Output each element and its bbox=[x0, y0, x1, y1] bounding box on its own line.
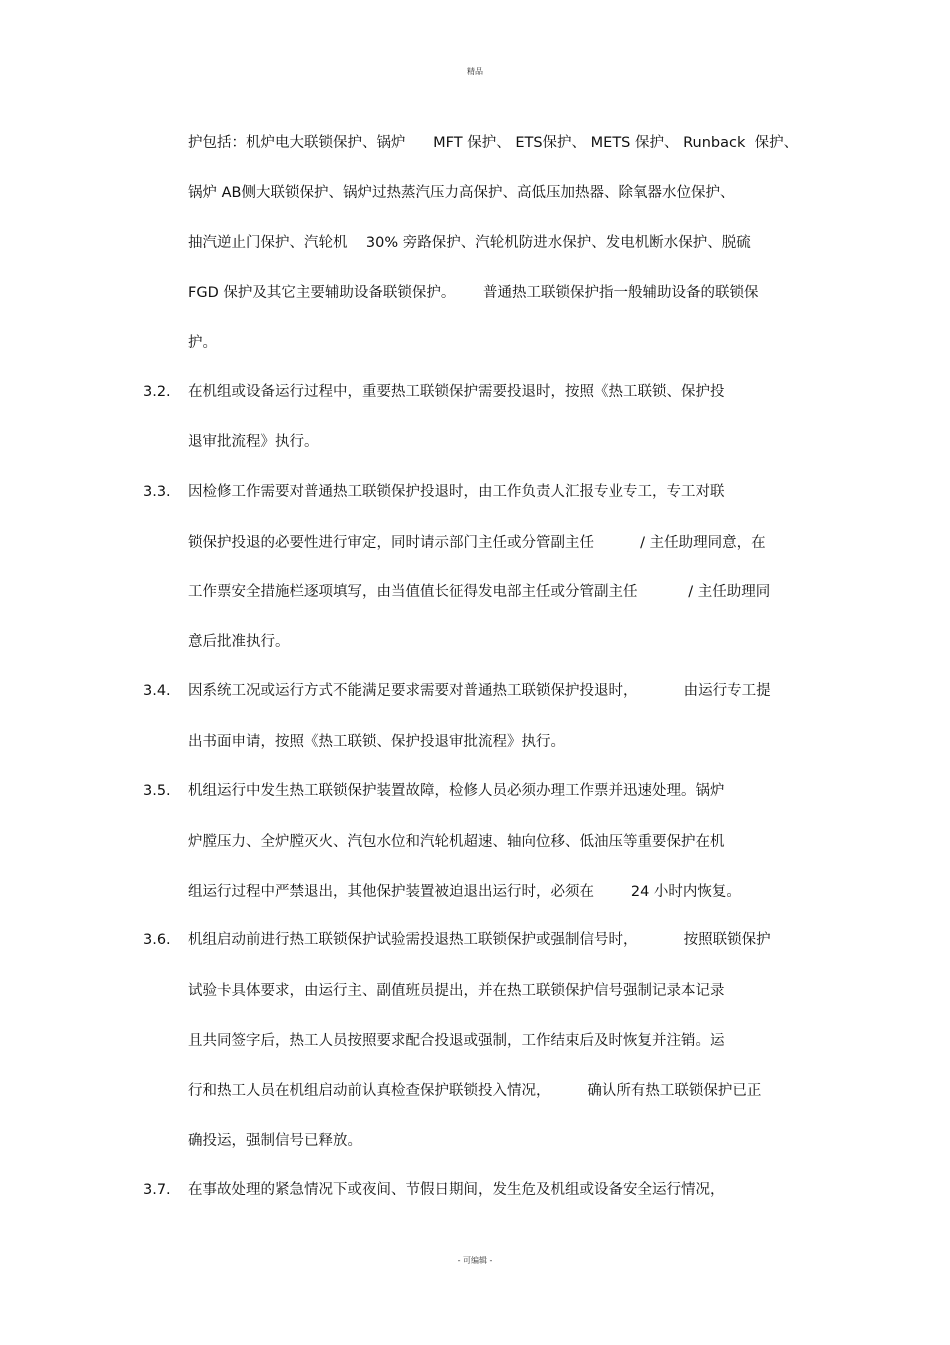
text-line: 出书面申请，按照《热工联锁、保护投退审批流程》执行。 bbox=[188, 734, 565, 750]
text-line: 锁保护投退的必要性进行审定，同时请示部门主任或分管副主任 / 主任助理同意，在 bbox=[188, 535, 766, 551]
page-header: 精品 bbox=[467, 67, 483, 76]
clause-number: 3.5. bbox=[143, 783, 171, 799]
text-line: 退审批流程》执行。 bbox=[188, 434, 319, 450]
clause-number: 3.6. bbox=[143, 932, 171, 948]
text-line: 在机组或设备运行过程中，重要热工联锁保护需要投退时，按照《热工联锁、保护投 bbox=[188, 384, 725, 400]
page-footer: - 可编辑 - bbox=[457, 1256, 493, 1265]
text-line: 意后批准执行。 bbox=[188, 634, 290, 650]
text-line: 因系统工况或运行方式不能满足要求需要对普通热工联锁保护投退时， 由运行专工提 bbox=[188, 683, 771, 699]
text-line: FGD 保护及其它主要辅助设备联锁保护。 普通热工联锁保护指一般辅助设备的联锁保 bbox=[188, 285, 759, 301]
text-line: 护。 bbox=[188, 335, 217, 351]
text-line: 行和热工人员在机组启动前认真检查保护联锁投入情况， 确认所有热工联锁保护已正 bbox=[188, 1083, 762, 1099]
text-line: 炉膛压力、全炉膛灭火、汽包水位和汽轮机超速、轴向位移、低油压等重要保护在机 bbox=[188, 834, 725, 850]
text-line: 护包括：机炉电大联锁保护、锅炉 MFT 保护、 ETS保护、 METS 保护、 Runback 保护、 bbox=[188, 135, 799, 151]
text-line: 机组启动前进行热工联锁保护试验需投退热工联锁保护或强制信号时， 按照联锁保护 bbox=[188, 932, 771, 948]
text-line: 试验卡具体要求，由运行主、副值班员提出，并在热工联锁保护信号强制记录本记录 bbox=[188, 983, 725, 999]
clause-number: 3.7. bbox=[143, 1182, 171, 1198]
text-line: 组运行过程中严禁退出，其他保护装置被迫退出运行时，必须在 24 小时内恢复。 bbox=[188, 884, 741, 900]
text-line: 且共同签字后，热工人员按照要求配合投退或强制，工作结束后及时恢复并注销。运 bbox=[188, 1033, 725, 1049]
text-line: 确投运，强制信号已释放。 bbox=[188, 1133, 362, 1149]
text-line: 在事故处理的紧急情况下或夜间、节假日期间，发生危及机组或设备安全运行情况， bbox=[188, 1182, 725, 1198]
clause-number: 3.4. bbox=[143, 683, 171, 699]
text-line: 抽汽逆止门保护、汽轮机 30% 旁路保护、汽轮机防进水保护、发电机断水保护、脱硫 bbox=[188, 235, 751, 251]
text-line: 因检修工作需要对普通热工联锁保护投退时，由工作负责人汇报专业专工，专工对联 bbox=[188, 484, 725, 500]
text-line: 工作票安全措施栏逐项填写，由当值值长征得发电部主任或分管副主任 / 主任助理同 bbox=[188, 584, 771, 600]
clause-number: 3.2. bbox=[143, 384, 171, 400]
clause-number: 3.3. bbox=[143, 484, 171, 500]
text-line: 机组运行中发生热工联锁保护装置故障，检修人员必须办理工作票并迅速处理。锅炉 bbox=[188, 783, 725, 799]
text-line: 锅炉 AB侧大联锁保护、锅炉过热蒸汽压力高保护、高低压加热器、除氧器水位保护、 bbox=[188, 185, 735, 201]
